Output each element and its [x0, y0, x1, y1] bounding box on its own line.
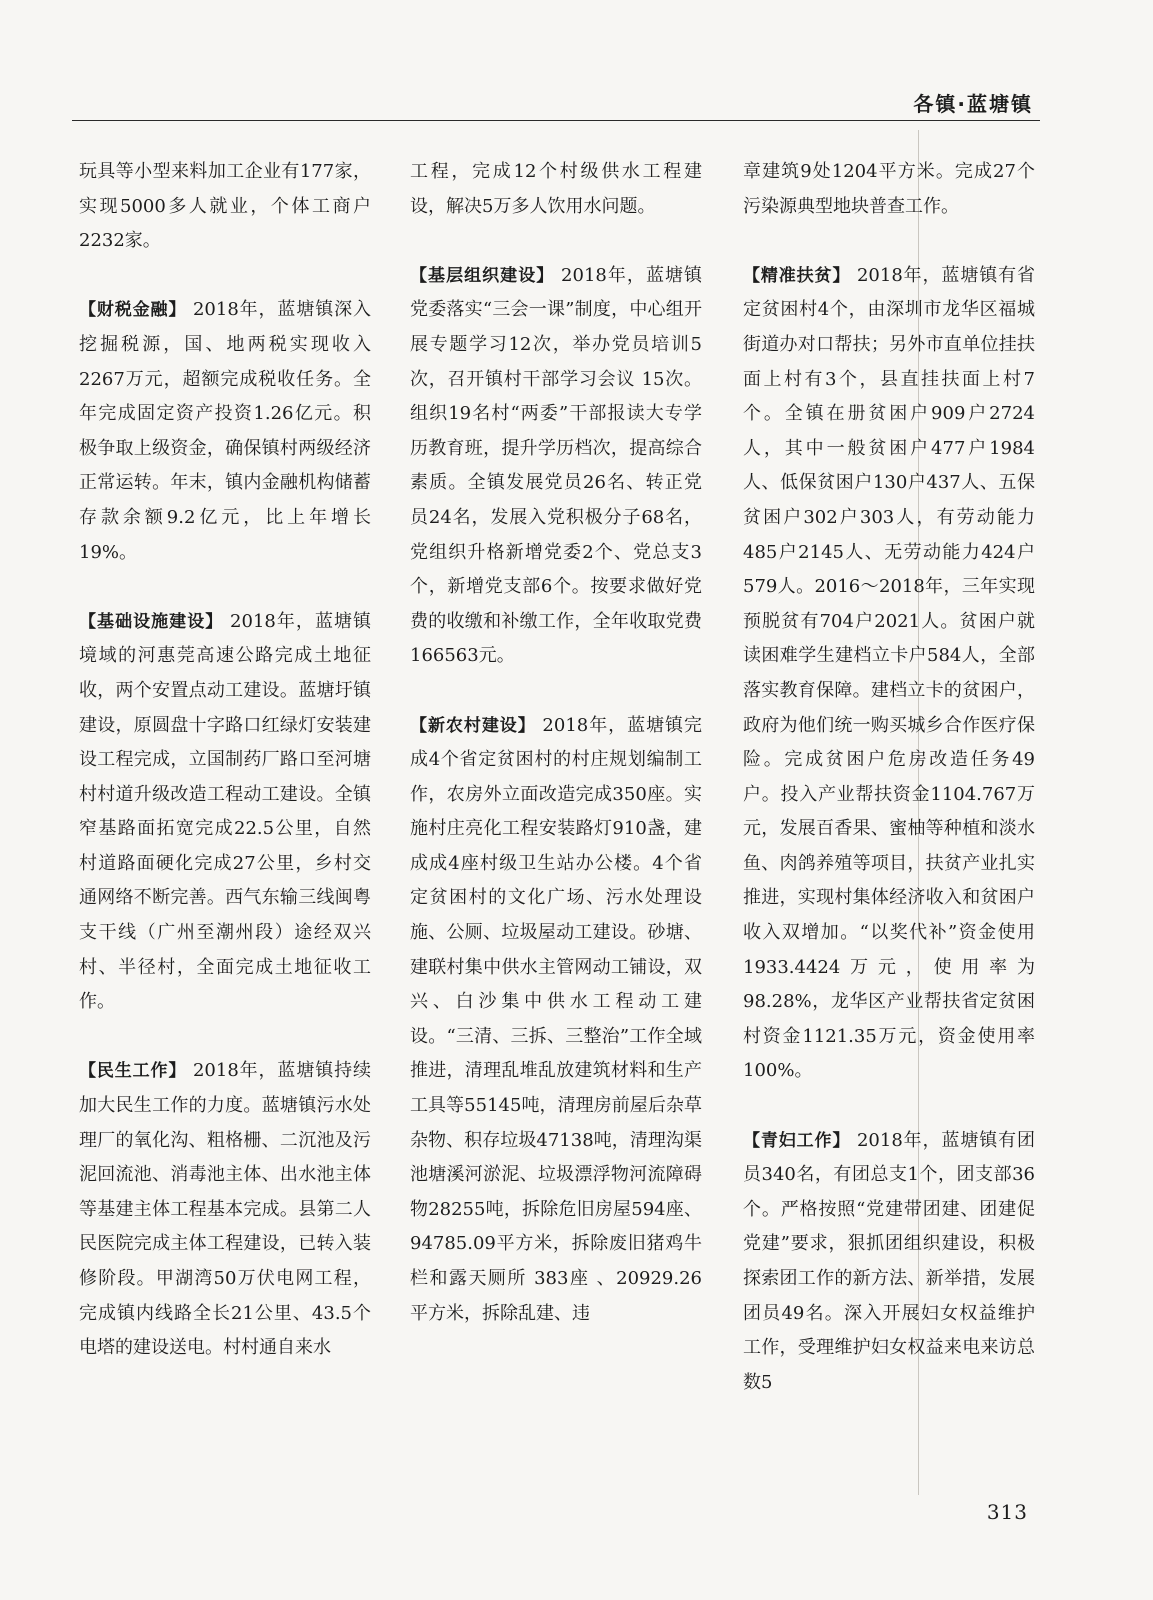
section-heading: 【民生工作】: [79, 1061, 187, 1082]
section-heading: 【基层组织建设】: [410, 265, 555, 286]
paragraph-text: 工程，完成12个村级供水工程建设，解决5万多人饮用水问题。: [410, 161, 702, 217]
section-heading: 【青妇工作】: [743, 1130, 851, 1151]
paragraph: [743, 1124, 1035, 1401]
paragraph-text: 2018年，蓝塘镇持续加大民生工作的力度。蓝塘镇污水处理厂的氧化沟、粗格栅、二沉池及污泥回流池、消毒池主体、出水池主体等基建主体工程基本完成。县第二人民医院完成主体工程建设，已转入装修阶段。甲湖湾50万伏电网工程，完成镇内线路全长21公里、43.5个电塔的建设送电。村村通自来水: [79, 1060, 371, 1359]
paragraph: [410, 709, 702, 1332]
paragraph-text: 2018年，蓝塘镇完成4个省定贫困村的村庄规划编制工作，农房外立面改造完成350座。实施村庄亮化工程安装路灯910盏，建成成4座村级卫生站办公楼。4个省定贫困村的文化广场、污水处理设施、公厕、垃圾屋动工建设。砂塘、建联村集中供水主管网动工铺设，双兴、白沙集中供水工程动工建设。“三清、三拆、三整治”工作全域推进，清理乱堆乱放建筑材料和生产工具等55145吨，清理房前屋后杂草杂物、积存垃圾47138吨，清理沟渠池塘溪河淤泥、垃圾漂浮物河流障碍物28255吨，拆除危旧房屋594座、94785.09平方米，拆除废旧猪鸡牛栏和露天厕所 383座 、20929.26平方米，拆除乱建、违: [410, 714, 702, 1324]
paragraph-text: 2018年，蓝塘镇有团员340名，有团总支1个，团支部36个。严格按照“党建带团建、团建促党建”要求，狠抓团组织建设，积极探索团工作的新方法、新举措，发展团员49名。深入开展妇女权益维护工作，受理维护妇女权益来电来访总数5: [743, 1129, 1035, 1393]
header-rule: [72, 120, 1040, 121]
text-column-2: [410, 155, 702, 1331]
text-column-1: [79, 155, 371, 1366]
section-heading: 【新农村建设】: [410, 715, 536, 736]
paragraph: [743, 155, 1035, 224]
paragraph: [79, 293, 371, 570]
section-heading: 【基础设施建设】: [79, 611, 224, 632]
paragraph: [410, 155, 702, 224]
paragraph-text: 2018年，蓝塘镇深入挖掘税源，国、地两税实现收入2267万元，超额完成税收任务。全年完成固定资产投资1.26亿元。积极争取上级资金，确保镇村两级经济正常运转。年末，镇内金融机构储蓄存款余额9.2亿元，比上年增长19%。: [79, 299, 371, 563]
paragraph-text: 玩具等小型来料加工企业有177家，实现5000多人就业，个体工商户2232家。: [79, 161, 371, 252]
paragraph: [79, 155, 371, 259]
text-column-3: [743, 155, 1035, 1400]
paragraph-text: 2018年，蓝塘镇境域的河惠莞高速公路完成土地征收，两个安置点动工建设。蓝塘圩镇建设，原圆盘十字路口红绿灯安装建设工程完成，立国制药厂路口至河塘村村道升级改造工程动工建设。全镇窄基路面拓宽完成22.5公里，自然村道路面硬化完成27公里，乡村交通网络不断完善。西气东输三线闽粤支干线（广州至潮州段）途经双兴村、半径村，全面完成土地征收工作。: [79, 610, 372, 1013]
paragraph: [79, 1054, 371, 1365]
paragraph: [743, 259, 1035, 1089]
running-header-title: 各镇·蓝塘镇: [913, 92, 1033, 116]
paragraph: [79, 605, 371, 1020]
paragraph-text: 2018年，蓝塘镇党委落实“三会一课”制度，中心组开展专题学习12次，举办党员培训5次，召开镇村干部学习会议 15次。组织19名村“两委”干部报读大专学历教育班，提升学历档次，提高综合素质。全镇发展党员26名、转正党员24名，发展入党积极分子68名，党组织升格新增党委2个、党总支3个，新增党支部6个。按要求做好党费的收缴和补缴工作，全年收取党费166563元。: [410, 264, 703, 667]
section-heading: 【精准扶贫】: [743, 265, 851, 286]
section-heading: 【财税金融】: [79, 300, 187, 321]
paragraph-text: 2018年，蓝塘镇有省定贫困村4个，由深圳市龙华区福城街道办对口帮扶；另外市直单位挂扶面上村有3个，县直挂扶面上村7个。全镇在册贫困户909户2724人，其中一般贫困户477户1984人、低保贫困户130户437人、五保贫困户302户303人，有劳动能力485户2145人、无劳动能力424户 579人。2016～2018年，三年实现预脱贫有704户2021人。贫困户就读困难学生建档立卡户584人，全部落实教育保障。建档立卡的贫困户，政府为他们统一购买城乡合作医疗保险。完成贫困户危房改造任务49户。投入产业帮扶资金1104.767万元，发展百香果、蜜柚等种植和淡水鱼、肉鸽养殖等项目，扶贫产业扎实推进，实现村集体经济收入和贫困户收入双增加。“以奖代补”资金使用1933.4424万元，使用率为98.28%，龙华区产业帮扶省定贫困村资金1121.35万元，资金使用率100%。: [743, 264, 1035, 1082]
paragraph: [410, 259, 702, 674]
paragraph-text: 章建筑9处1204平方米。完成27个污染源典型地块普查工作。: [743, 161, 1035, 217]
page-number: 313: [986, 1500, 1028, 1524]
